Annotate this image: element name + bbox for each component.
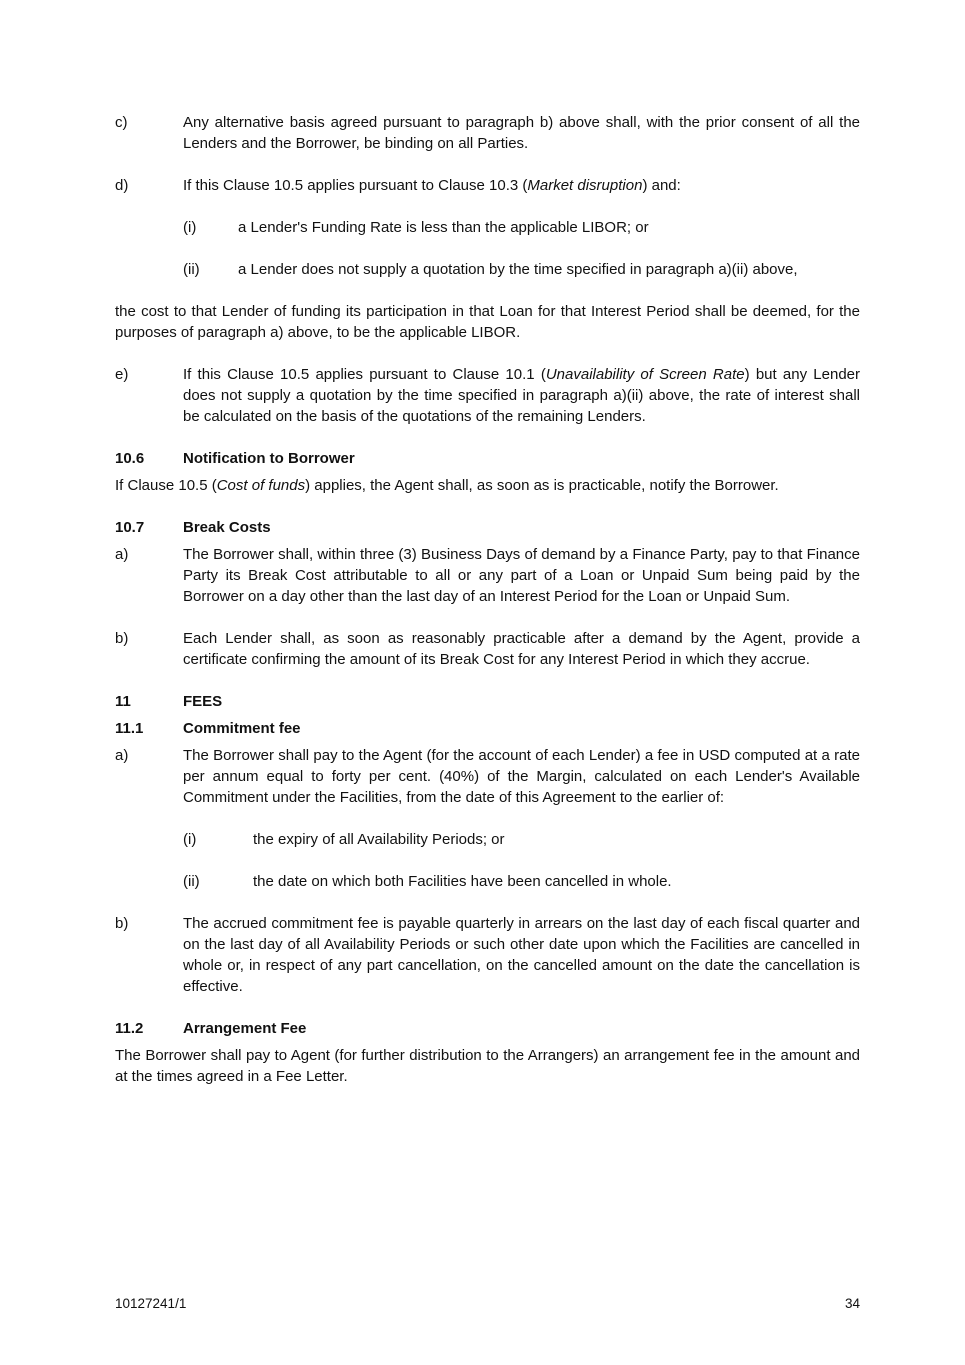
item-text: [183, 364, 860, 427]
page-number: 34: [844, 1296, 860, 1311]
section-title: Arrangement Fee: [183, 1020, 307, 1037]
paragraph-10-6: [115, 475, 860, 496]
italic-term: Cost of funds: [216, 477, 306, 494]
list-item-c: [115, 112, 860, 154]
section-heading-11: [115, 691, 860, 712]
item-text: The Borrower shall, within three (3) Business Days of demand by a Finance Party, pay to that Finance Party its Break Cost attributable to all or any part of a Loan or Unpaid Sum being paid by the Borrower on a day other than the last day of an Interest Period for the Loan or Unpaid Sum.: [183, 546, 860, 605]
section-number: 11: [115, 693, 131, 710]
list-item-11-1-b: [115, 913, 860, 997]
text-segment: ) applies, the Agent shall, as soon as is practicable, notify the Borrower.: [305, 477, 779, 494]
section-number: 10.6: [115, 450, 145, 467]
item-text: Each Lender shall, as soon as reasonably practicable after a demand by the Agent, provide a certificate confirming the amount of its Break Cost for any Interest Period in which they accrue.: [183, 630, 860, 668]
item-text: a Lender's Funding Rate is less than the applicable LIBOR; or: [238, 219, 649, 236]
section-title: FEES: [183, 693, 223, 710]
text-segment: If this Clause 10.5 applies pursuant to Clause 10.1 (: [183, 366, 546, 383]
list-item-d-i: [183, 217, 860, 238]
list-item-11-1-a: [115, 745, 860, 808]
item-text: the date on which both Facilities have been cancelled in whole.: [253, 873, 672, 890]
section-number: 10.7: [115, 519, 145, 536]
paragraph-11-2: The Borrower shall pay to Agent (for further distribution to the Arrangers) an arrangement fee in the amount and at the times agreed in a Fee Letter.: [115, 1047, 860, 1085]
continuation-paragraph: the cost to that Lender of funding its participation in that Loan for that Interest Period shall be deemed, for the purposes of paragraph a) above, to be the applicable LIBOR.: [115, 303, 860, 341]
document-body: [115, 112, 860, 1108]
section-heading-10-7: [115, 517, 860, 538]
section-title: Notification to Borrower: [183, 450, 355, 467]
list-item-11-1-ii: [183, 871, 860, 892]
list-item-e: [115, 364, 860, 427]
list-item-10-7-a: [115, 544, 860, 607]
section-number: 11.2: [115, 1020, 144, 1037]
section-title: Commitment fee: [183, 720, 301, 737]
text-segment: If Clause 10.5 (: [115, 477, 217, 494]
list-item-d-ii: [183, 259, 860, 280]
item-label: a): [115, 747, 129, 764]
italic-term: Market disruption: [527, 177, 643, 194]
item-label: (ii): [183, 873, 200, 890]
item-label: b): [115, 630, 129, 647]
item-label: (ii): [183, 261, 200, 278]
item-label: a): [115, 546, 129, 563]
item-text: the expiry of all Availability Periods; or: [253, 831, 505, 848]
item-label: (i): [183, 219, 197, 236]
item-label: d): [115, 177, 129, 194]
item-label: (i): [183, 831, 197, 848]
item-text: [183, 175, 860, 196]
section-title: Break Costs: [183, 519, 271, 536]
text-segment: ) and:: [642, 177, 681, 194]
item-text: a Lender does not supply a quotation by the time specified in paragraph a)(ii) above,: [238, 261, 798, 278]
text-segment: ) but any Lender does not supply a quotation by the time specified in paragraph a)(ii) above, the rate of interest shall be calculated on the basis of the quotations of the remaining Lenders.: [183, 366, 861, 425]
item-label: e): [115, 366, 129, 383]
item-text: The accrued commitment fee is payable quarterly in arrears on the last day of each fiscal quarter and on the last day of all Availability Periods or such other date upon which the Facilities are cancelled in whole or, in respect of any part cancellation, on the cancelled amount on the date the cancellation is effective.: [183, 915, 860, 995]
item-label: c): [115, 114, 128, 131]
item-text: Any alternative basis agreed pursuant to paragraph b) above shall, with the prior consent of all the Lenders and the Borrower, be binding on all Parties.: [183, 114, 860, 152]
document-reference: 10127241/1: [115, 1296, 187, 1311]
italic-term: Unavailability of Screen Rate: [545, 366, 745, 383]
item-text: The Borrower shall pay to the Agent (for the account of each Lender) a fee in USD computed at a rate per annum equal to forty per cent. (40%) of the Margin, calculated on each Lender's Available Commitment under the Facilities, from the date of this Agreement to the earlier of:: [183, 747, 860, 806]
text-segment: If this Clause 10.5 applies pursuant to Clause 10.3 (: [183, 177, 528, 194]
list-item-d: [115, 175, 860, 196]
section-heading-11-1: [115, 718, 860, 739]
list-item-10-7-b: [115, 628, 860, 670]
item-label: b): [115, 915, 129, 932]
section-number: 11.1: [115, 720, 144, 737]
section-heading-10-6: [115, 448, 860, 469]
section-heading-11-2: [115, 1018, 860, 1039]
list-item-11-1-i: [183, 829, 860, 850]
page-footer: [115, 1293, 860, 1314]
